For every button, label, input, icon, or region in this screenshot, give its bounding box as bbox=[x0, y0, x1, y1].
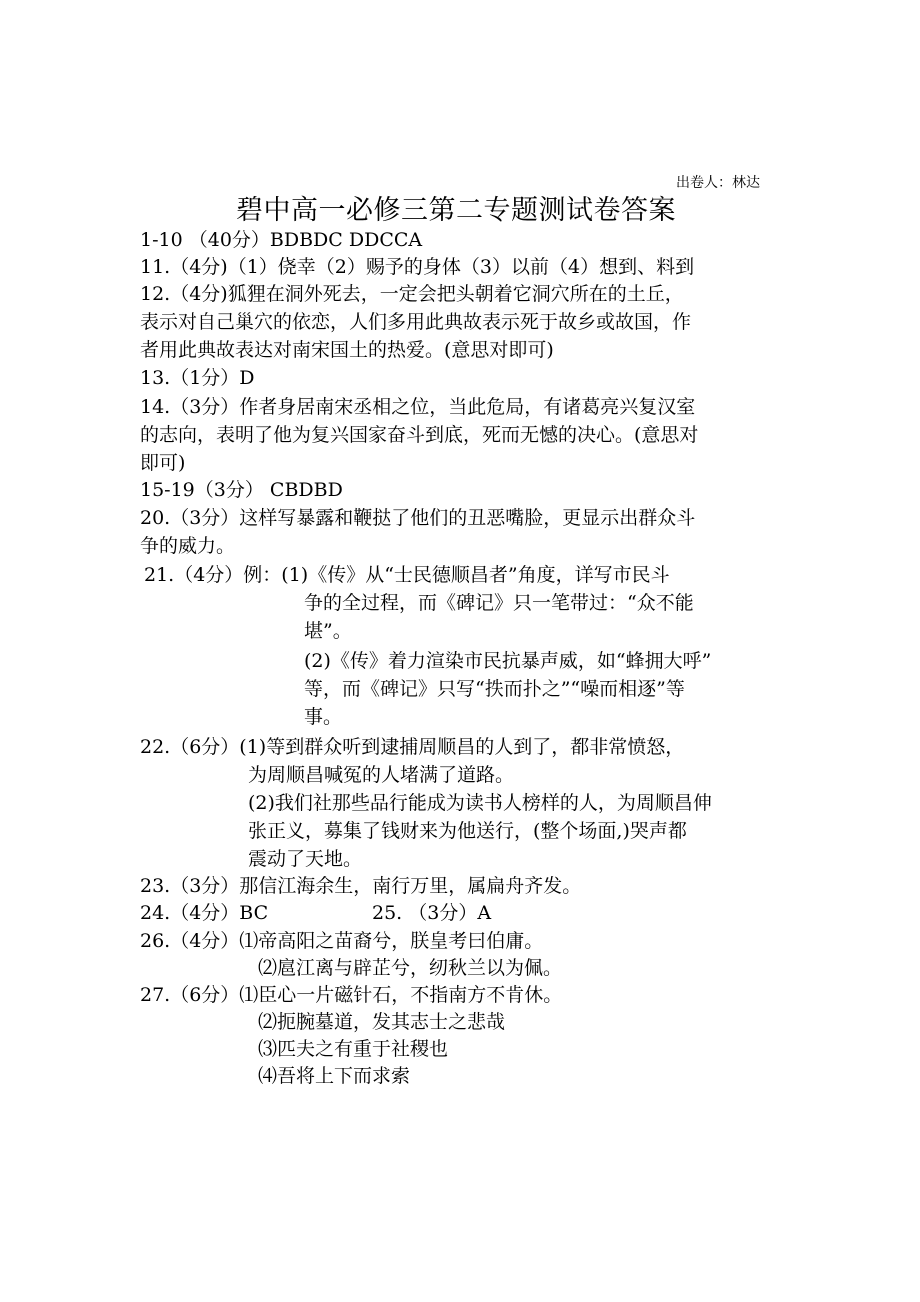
answer-20-line-1: 20.（3分）这样写暴露和鞭挞了他们的丑恶嘴脸，更显示出群众斗 bbox=[140, 507, 696, 529]
answer-21-line-2: 争的全过程，而《碑记》只一笔带过：“众不能 bbox=[304, 592, 694, 614]
answer-22-line-3: (2)我们社那些品行能成为读书人榜样的人，为周顺昌伸 bbox=[248, 792, 712, 814]
answer-21-line-1: 21.（4分）例：(1)《传》从“士民德顺昌者”角度，详写市民斗 bbox=[144, 564, 670, 586]
answer-13: 13.（1分）D bbox=[140, 367, 255, 389]
answer-1-10: 1-10 （40分）BDBDC DDCCA bbox=[140, 229, 423, 251]
author-credit: 出卷人：林达 bbox=[676, 175, 760, 191]
answer-12-line-2: 表示对自己巢穴的依恋，人们多用此典故表示死于故乡或故国，作 bbox=[140, 311, 692, 333]
answer-12-line-1: 12.（4分)狐狸在洞外死去，一定会把头朝着它洞穴所在的土丘， bbox=[140, 283, 684, 305]
answer-27-line-4: ⑷吾将上下而求索 bbox=[258, 1065, 411, 1087]
answer-23: 23.（3分）那信江海余生，南行万里，属扁舟齐发。 bbox=[140, 875, 582, 897]
page-title: 碧中高一必修三第二专题测试卷答案 bbox=[236, 195, 676, 226]
answer-26-line-1: 26.（4分）⑴帝高阳之苗裔兮，朕皇考曰伯庸。 bbox=[140, 930, 544, 952]
answer-24: 24.（4分）BC bbox=[140, 902, 269, 924]
answer-12-line-3: 者用此典故表达对南宋国土的热爱。(意思对即可) bbox=[140, 339, 554, 361]
answer-14-line-1: 14.（3分）作者身居南宋丞相之位，当此危局，有诸葛亮兴复汉室 bbox=[140, 396, 696, 418]
answer-25: 25. （3分）A bbox=[372, 902, 492, 924]
answer-21-line-6: 事。 bbox=[304, 706, 343, 728]
answer-14-line-3: 即可) bbox=[140, 452, 186, 474]
answer-27-line-1: 27.（6分）⑴臣心一片磁针石，不指南方不肯休。 bbox=[140, 984, 563, 1006]
answer-20-line-2: 争的威力。 bbox=[140, 535, 236, 557]
answer-22-line-2: 为周顺昌喊冤的人堵满了道路。 bbox=[248, 764, 515, 786]
answer-27-line-2: ⑵扼腕墓道，发其志士之悲哉 bbox=[258, 1011, 506, 1033]
answer-21-line-5: 等，而《碑记》只写“抶而扑之”“噪而相逐”等 bbox=[304, 678, 685, 700]
answer-26-line-2: ⑵扈江离与辟芷兮，纫秋兰以为佩。 bbox=[258, 957, 563, 979]
answer-21-line-4: (2)《传》着力渲染市民抗暴声威，如“蜂拥大呼” bbox=[304, 650, 712, 672]
answer-27-line-3: ⑶匹夫之有重于社稷也 bbox=[258, 1038, 449, 1060]
answer-22-line-1: 22.（6分）(1)等到群众听到逮捕周顺昌的人到了，都非常愤怒， bbox=[140, 736, 685, 758]
answer-15-19: 15-19（3分） CBDBD bbox=[140, 479, 343, 501]
answer-11: 11.（4分)（1）侥幸（2）赐予的身体（3）以前（4）想到、料到 bbox=[140, 256, 695, 278]
answer-22-line-4: 张正义，募集了钱财来为他送行，(整个场面,)哭声都 bbox=[248, 820, 687, 842]
answer-14-line-2: 的志向，表明了他为复兴国家奋斗到底，死而无憾的决心。(意思对 bbox=[140, 424, 699, 446]
answer-22-line-5: 震动了天地。 bbox=[248, 848, 363, 870]
answer-21-line-3: 堪”。 bbox=[304, 620, 352, 642]
